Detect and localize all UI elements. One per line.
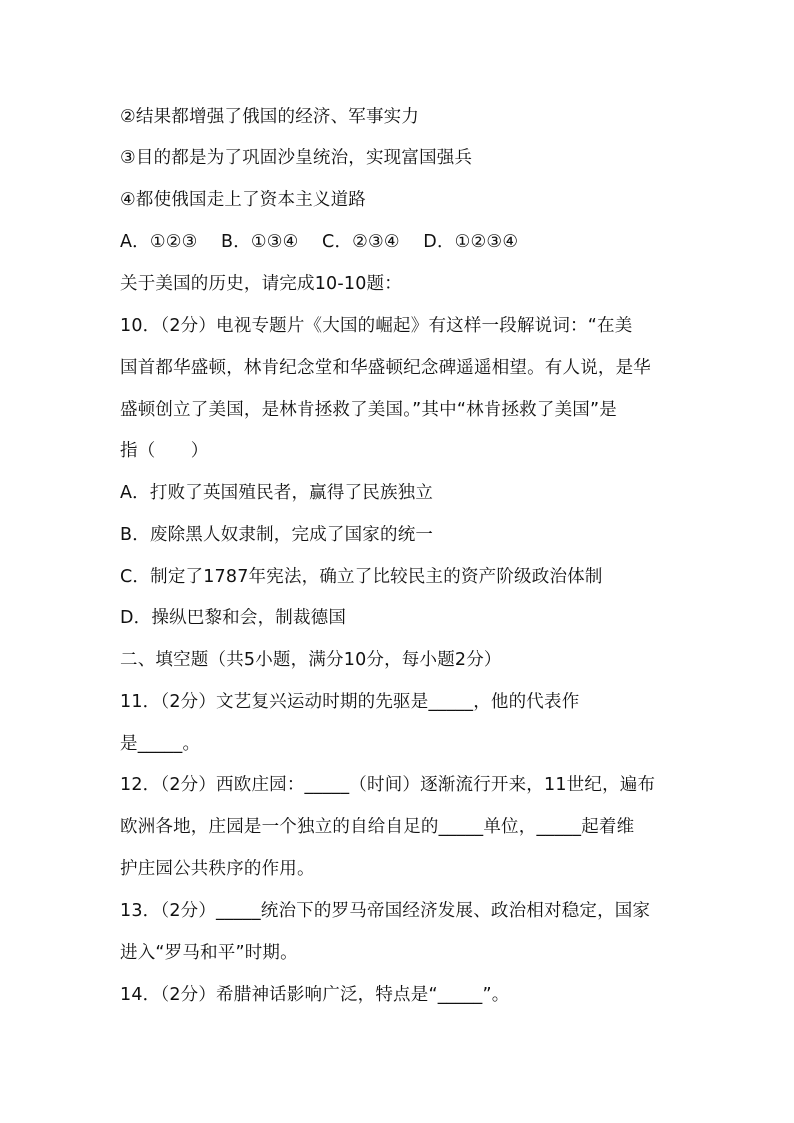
question-11-line-2: 是_____。 xyxy=(120,734,201,754)
question-10-option-b: B．废除黑人奴隶制，完成了国家的统一 xyxy=(120,525,434,545)
answer-choices-q9: A．①②③ B．①③④ C．②③④ D．①②③④ xyxy=(120,232,519,252)
question-10-line-4: 指（ ） xyxy=(120,441,209,461)
question-13-line-2: 进入“罗马和平”时期。 xyxy=(120,943,298,963)
question-10-line-1: 10．（2分）电视专题片《大国的崛起》有这样一段解说词：“在美 xyxy=(120,316,633,336)
option-line-4: ④都使俄国走上了资本主义道路 xyxy=(120,190,366,210)
question-14-line-1: 14．（2分）希腊神话影响广泛，特点是“_____”。 xyxy=(120,985,510,1005)
question-11-line-1: 11．（2分）文艺复兴运动时期的先驱是_____，他的代表作 xyxy=(120,692,580,712)
option-line-3: ③目的都是为了巩固沙皇统治，实现富国强兵 xyxy=(120,148,473,168)
question-12-line-2: 欧洲各地，庄园是一个独立的自给自足的_____单位，_____起着维 xyxy=(120,817,635,837)
section-intro-usa: 关于美国的历史，请完成10-10题： xyxy=(120,274,402,294)
question-10-line-2: 国首都华盛顿，林肯纪念堂和华盛顿纪念碑遥遥相望。有人说，是华 xyxy=(120,358,651,378)
question-10-option-a: A．打败了英国殖民者，赢得了民族独立 xyxy=(120,483,434,503)
section-heading-fill-blank: 二、填空题（共5小题，满分10分，每小题2分） xyxy=(120,650,502,670)
question-12-line-3: 护庄园公共秩序的作用。 xyxy=(120,859,315,879)
question-10-option-d: D．操纵巴黎和会，制裁德国 xyxy=(120,608,347,628)
question-13-line-1: 13．（2分）_____统治下的罗马帝国经济发展、政治相对稳定，国家 xyxy=(120,901,651,921)
question-10-option-c: C．制定了1787年宪法，确立了比较民主的资产阶级政治体制 xyxy=(120,567,603,587)
option-line-2: ②结果都增强了俄国的经济、军事实力 xyxy=(120,107,420,127)
question-12-line-1: 12．（2分）西欧庄园：_____（时间）逐渐流行开来，11世纪，遍布 xyxy=(120,775,656,795)
question-10-line-3: 盛顿创立了美国，是林肯拯救了美国。”其中“林肯拯救了美国”是 xyxy=(120,400,617,420)
